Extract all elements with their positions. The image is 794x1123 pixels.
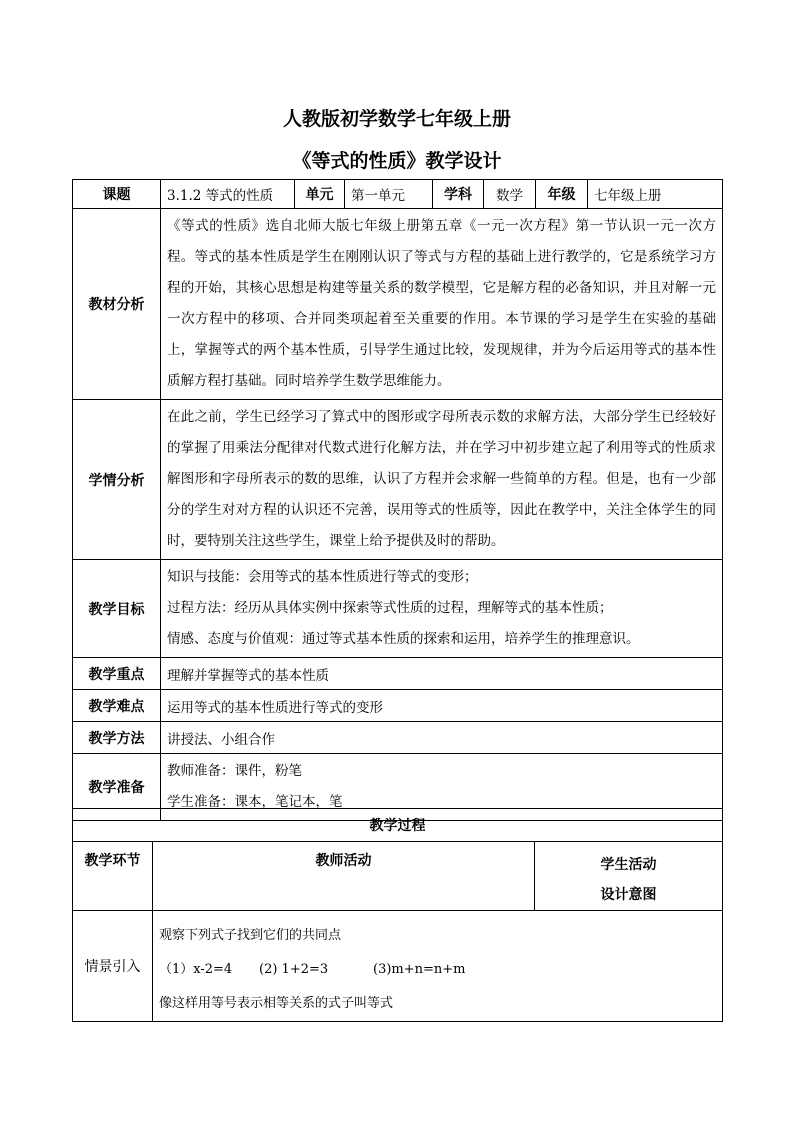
document-title: 人教版初学数学七年级上册 (282, 108, 511, 130)
student-analysis-label: 学情分析 (73, 400, 161, 560)
key-point-row (73, 658, 723, 690)
student-analysis-row (73, 400, 723, 560)
process-header-row (73, 842, 723, 911)
subject-value: 数学 (484, 180, 536, 209)
teaching-goals-row (73, 560, 723, 658)
difficulty-text: 运用等式的基本性质进行等式的变形 (161, 690, 723, 722)
intro-definition: 像这样用等号表示相等关系的式子叫等式 (159, 996, 394, 1011)
intro-expressions (159, 953, 716, 987)
teaching-goals-label: 教学目标 (73, 560, 161, 658)
expression-3: (3)m+n=n+m (373, 962, 466, 977)
student-activity-label: 学生活动 (600, 857, 657, 873)
goal-attitude: 情感、态度与价值观：通过等式基本性质的探索和运用，培养学生的推理意识。 (167, 631, 640, 647)
intro-row (73, 911, 723, 1022)
goal-process: 过程方法：经历从具体实例中探索等式性质的过程，理解等式的基本性质； (167, 600, 613, 616)
stage-header: 教学环节 (73, 842, 153, 911)
textbook-analysis-text: 《等式的性质》选自北师大版七年级上册第五章《一元一次方程》第一节认识一元一次方程。等式的基本性质是学生在刚刚认识了等式与方程的基础上进行教学的，它是系统学习方程的开始，其核心思想是构建等量关系的数学模型，它是解方程的必备知识，并且对解一元一次方程中的移项、合并同类项起着至关重要的作用。本节课的学习是学生在实验的基础上，掌握等式的两个基本性质，引导学生通过比较，发现规律，并为今后运用等式的基本性质解方程打基础。同时培养学生数学思维能力。 (161, 209, 723, 400)
topic-value: 3.1.2 等式的性质 (161, 180, 295, 209)
teaching-goals-content (161, 560, 723, 658)
header-row (73, 180, 723, 209)
grade-label: 年级 (536, 180, 588, 209)
grade-value: 七年级上册 (588, 180, 723, 209)
intro-content (153, 911, 723, 1022)
difficulty-row (73, 690, 723, 722)
key-point-label: 教学重点 (73, 658, 161, 690)
textbook-analysis-label: 教材分析 (73, 209, 161, 400)
unit-label: 单元 (295, 180, 345, 209)
textbook-analysis-row (73, 209, 723, 400)
subject-label: 学科 (433, 180, 484, 209)
student-prep: 学生准备：课本，笔记本，笔 (167, 794, 343, 810)
preparation-label: 教学准备 (73, 754, 161, 821)
unit-value: 第一单元 (345, 180, 433, 209)
method-label: 教学方法 (73, 722, 161, 754)
method-text: 讲授法、小组合作 (161, 722, 723, 754)
document-subtitle: 《等式的性质》教学设计 (292, 150, 502, 172)
method-row (73, 722, 723, 754)
goal-knowledge: 知识与技能：会用等式的基本性质进行等式的变形； (167, 569, 478, 585)
expression-2: (2) 1+2=3 (259, 962, 329, 977)
topic-label: 课题 (73, 180, 161, 209)
intro-prompt: 观察下列式子找到它们的共同点 (159, 928, 342, 943)
expression-1: （1）x-2=4 (159, 962, 233, 977)
design-intent-label: 设计意图 (600, 887, 657, 903)
lesson-info-table (72, 179, 723, 821)
process-title: 教学过程 (73, 809, 723, 842)
process-title-row (73, 809, 723, 842)
student-activity-header (535, 842, 723, 911)
teacher-activity-header: 教师活动 (153, 842, 535, 911)
teacher-prep: 教师准备：课件，粉笔 (167, 763, 302, 779)
key-point-text: 理解并掌握等式的基本性质 (161, 658, 723, 690)
difficulty-label: 教学难点 (73, 690, 161, 722)
intro-stage-label: 情景引入 (73, 911, 153, 1022)
student-analysis-text: 在此之前，学生已经学习了算式中的图形或字母所表示数的求解方法，大部分学生已经较好的掌握了用乘法分配律对代数式进行化解方法，并在学习中初步建立起了利用等式的性质求解图形和字母所表示的数的思维，认识了方程并会求解一些简单的方程。但是，也有一少部分的学生对对方程的认识还不完善，误用等式的性质等，因此在教学中，关注全体学生的同时，要特别关注这些学生，课堂上给予提供及时的帮助。 (161, 400, 723, 560)
teaching-process-table (72, 808, 723, 1022)
